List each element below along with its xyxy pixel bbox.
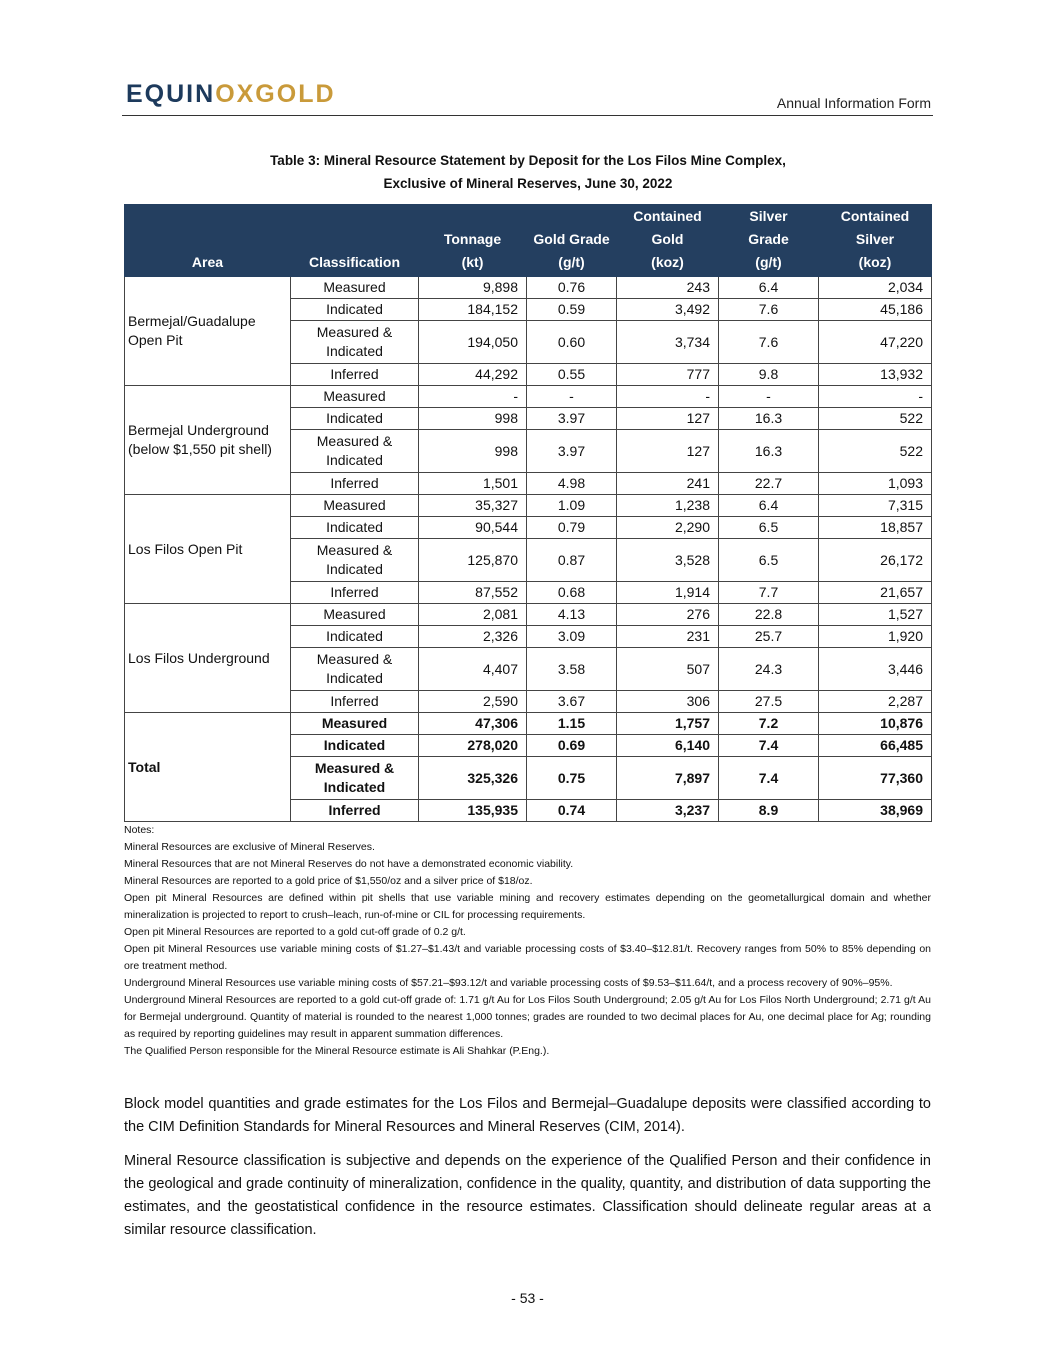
value-cell: 35,327 bbox=[419, 495, 527, 517]
value-cell: 127 bbox=[617, 430, 719, 473]
value-cell: 184,152 bbox=[419, 299, 527, 321]
value-cell: 194,050 bbox=[419, 321, 527, 364]
note-line: Underground Mineral Resources are reported to a gold cut-off grade of: 1.71 g/t Au for Los Filos South Underground; 2.05 g/t Au for Los Filos North Underground; 2.71 g/t Au for Bermejal underground. Quantity of material is rounded to the nearest 1,000 tonnes; grades are rounded to two decimal places for Au, one decimal place for Ag; rounding as required by reporting guidelines may result in apparent summation differences. bbox=[124, 994, 931, 1040]
area-cell: Los Filos Underground bbox=[125, 604, 291, 713]
value-cell: 7.6 bbox=[719, 321, 819, 364]
value-cell: 522 bbox=[819, 408, 932, 430]
value-cell: 507 bbox=[617, 648, 719, 691]
value-cell: 9,898 bbox=[419, 277, 527, 299]
table-row bbox=[125, 604, 932, 626]
value-cell: 231 bbox=[617, 626, 719, 648]
area-cell: Bermejal Underground (below $1,550 pit shell) bbox=[125, 386, 291, 495]
value-cell: 135,935 bbox=[419, 800, 527, 822]
value-cell: 38,969 bbox=[819, 800, 932, 822]
value-cell: - bbox=[617, 386, 719, 408]
classification-cell: Indicated bbox=[291, 626, 419, 648]
value-cell: 522 bbox=[819, 430, 932, 473]
value-cell: 2,287 bbox=[819, 691, 932, 713]
value-cell: 22.7 bbox=[719, 473, 819, 495]
value-cell: 2,081 bbox=[419, 604, 527, 626]
value-cell: 127 bbox=[617, 408, 719, 430]
value-cell: 87,552 bbox=[419, 582, 527, 604]
note-line: Open pit Mineral Resources are reported to a gold cut-off grade of 0.2 g/t. bbox=[124, 926, 466, 938]
value-cell: 2,290 bbox=[617, 517, 719, 539]
column-header: Contained Silver (koz) bbox=[819, 205, 932, 277]
classification-cell: Indicated bbox=[291, 517, 419, 539]
table-row bbox=[125, 495, 932, 517]
value-cell: 2,590 bbox=[419, 691, 527, 713]
note-line: Mineral Resources that are not Mineral Reserves do not have a demonstrated economic viability. bbox=[124, 858, 574, 870]
value-cell: 0.76 bbox=[527, 277, 617, 299]
value-cell: 7,315 bbox=[819, 495, 932, 517]
column-header: Gold Grade (g/t) bbox=[527, 205, 617, 277]
value-cell: - bbox=[719, 386, 819, 408]
table-row bbox=[125, 386, 932, 408]
value-cell: 3,237 bbox=[617, 800, 719, 822]
classification-cell: Inferred bbox=[291, 364, 419, 386]
value-cell: 47,220 bbox=[819, 321, 932, 364]
value-cell: 8.9 bbox=[719, 800, 819, 822]
value-cell: 325,326 bbox=[419, 757, 527, 800]
value-cell: 6.5 bbox=[719, 539, 819, 582]
value-cell: 0.59 bbox=[527, 299, 617, 321]
header-divider bbox=[122, 115, 933, 116]
value-cell: 3,446 bbox=[819, 648, 932, 691]
classification-cell: Inferred bbox=[291, 582, 419, 604]
value-cell: 25.7 bbox=[719, 626, 819, 648]
value-cell: 6.4 bbox=[719, 495, 819, 517]
value-cell: 45,186 bbox=[819, 299, 932, 321]
value-cell: 0.69 bbox=[527, 735, 617, 757]
value-cell: 4.13 bbox=[527, 604, 617, 626]
value-cell: 777 bbox=[617, 364, 719, 386]
value-cell: - bbox=[419, 386, 527, 408]
note-line: Notes: bbox=[124, 824, 155, 836]
value-cell: 7.6 bbox=[719, 299, 819, 321]
value-cell: 16.3 bbox=[719, 430, 819, 473]
value-cell: 3,492 bbox=[617, 299, 719, 321]
value-cell: 7.7 bbox=[719, 582, 819, 604]
value-cell: 3.58 bbox=[527, 648, 617, 691]
value-cell: 44,292 bbox=[419, 364, 527, 386]
value-cell: 4,407 bbox=[419, 648, 527, 691]
value-cell: 1,501 bbox=[419, 473, 527, 495]
classification-cell: Measured & Indicated bbox=[291, 757, 419, 800]
value-cell: 278,020 bbox=[419, 735, 527, 757]
classification-cell: Measured & Indicated bbox=[291, 430, 419, 473]
value-cell: 66,485 bbox=[819, 735, 932, 757]
value-cell: 13,932 bbox=[819, 364, 932, 386]
page-number: - 53 - bbox=[511, 1290, 544, 1306]
value-cell: 306 bbox=[617, 691, 719, 713]
value-cell: 998 bbox=[419, 430, 527, 473]
area-cell: Los Filos Open Pit bbox=[125, 495, 291, 604]
value-cell: 3.09 bbox=[527, 626, 617, 648]
column-header: Tonnage (kt) bbox=[419, 205, 527, 277]
table-notes bbox=[124, 822, 931, 1060]
column-header: Area bbox=[125, 205, 291, 277]
value-cell: 7.4 bbox=[719, 735, 819, 757]
classification-cell: Measured & Indicated bbox=[291, 321, 419, 364]
body-paragraph: Mineral Resource classification is subjective and depends on the experience of the Qualified Person and their confidence in the geological and grade continuity of mineralization, confidence in the quality, quantity, and distribution of data supporting the estimates, and the geostatistical confidence in the resource estimates. Classification should delineate regular areas at a similar resource classification. bbox=[124, 1153, 931, 1238]
value-cell: - bbox=[527, 386, 617, 408]
classification-cell: Measured bbox=[291, 495, 419, 517]
value-cell: 6.5 bbox=[719, 517, 819, 539]
value-cell: 7.4 bbox=[719, 757, 819, 800]
value-cell: 2,034 bbox=[819, 277, 932, 299]
column-header: Classification bbox=[291, 205, 419, 277]
note-line: Underground Mineral Resources use variable mining costs of $57.21–$93.12/t and variable processing costs of $9.53–$11.64/t, and a process recovery of 90%–95%. bbox=[124, 977, 893, 989]
note-line: Mineral Resources are reported to a gold price of $1,550/oz and a silver price of $18/oz. bbox=[124, 875, 533, 887]
value-cell: 10,876 bbox=[819, 713, 932, 735]
value-cell: 24.3 bbox=[719, 648, 819, 691]
table-title: Table 3: Mineral Resource Statement by Deposit for the Los Filos Mine Complex, Exclusive of Mineral Reserves, June 30, 2022 bbox=[270, 153, 786, 191]
value-cell: 7,897 bbox=[617, 757, 719, 800]
value-cell: 0.87 bbox=[527, 539, 617, 582]
value-cell: 125,870 bbox=[419, 539, 527, 582]
value-cell: 27.5 bbox=[719, 691, 819, 713]
value-cell: 1,920 bbox=[819, 626, 932, 648]
value-cell: 3.97 bbox=[527, 408, 617, 430]
value-cell: 998 bbox=[419, 408, 527, 430]
table-row bbox=[125, 277, 932, 299]
value-cell: 0.68 bbox=[527, 582, 617, 604]
classification-cell: Measured bbox=[291, 713, 419, 735]
value-cell: 1,093 bbox=[819, 473, 932, 495]
value-cell: 2,326 bbox=[419, 626, 527, 648]
value-cell: 26,172 bbox=[819, 539, 932, 582]
note-line: Open pit Mineral Resources are defined within pit shells that use variable mining and recovery estimates depending on the geometallurgical domain and whether mineralization is projected to report to crush–leach, run-of-mine or CIL for processing requirements. bbox=[124, 892, 931, 921]
value-cell: 0.79 bbox=[527, 517, 617, 539]
document-title: Annual Information Form bbox=[776, 95, 931, 111]
classification-cell: Indicated bbox=[291, 408, 419, 430]
table-row bbox=[125, 713, 932, 735]
column-header: Contained Gold (koz) bbox=[617, 205, 719, 277]
value-cell: - bbox=[819, 386, 932, 408]
classification-cell: Indicated bbox=[291, 299, 419, 321]
company-logo: EQUINOXGOLD bbox=[126, 80, 336, 108]
value-cell: 0.74 bbox=[527, 800, 617, 822]
value-cell: 7.2 bbox=[719, 713, 819, 735]
note-line: The Qualified Person responsible for the Mineral Resource estimate is Ali Shahkar (P.Eng.). bbox=[124, 1045, 550, 1057]
value-cell: 3,528 bbox=[617, 539, 719, 582]
value-cell: 1,914 bbox=[617, 582, 719, 604]
note-line: Mineral Resources are exclusive of Mineral Reserves. bbox=[124, 841, 375, 853]
classification-cell: Inferred bbox=[291, 473, 419, 495]
value-cell: 22.8 bbox=[719, 604, 819, 626]
value-cell: 90,544 bbox=[419, 517, 527, 539]
classification-cell: Inferred bbox=[291, 800, 419, 822]
value-cell: 9.8 bbox=[719, 364, 819, 386]
value-cell: 241 bbox=[617, 473, 719, 495]
classification-cell: Measured bbox=[291, 386, 419, 408]
value-cell: 1,527 bbox=[819, 604, 932, 626]
value-cell: 276 bbox=[617, 604, 719, 626]
classification-cell: Indicated bbox=[291, 735, 419, 757]
value-cell: 0.75 bbox=[527, 757, 617, 800]
value-cell: 21,657 bbox=[819, 582, 932, 604]
value-cell: 18,857 bbox=[819, 517, 932, 539]
value-cell: 1.09 bbox=[527, 495, 617, 517]
body-paragraph: Block model quantities and grade estimates for the Los Filos and Bermejal–Guadalupe deposits were classified according to the CIM Definition Standards for Mineral Resources and Mineral Reserves (CIM, 2014). bbox=[124, 1096, 931, 1135]
area-cell: Total bbox=[125, 713, 291, 822]
value-cell: 4.98 bbox=[527, 473, 617, 495]
classification-cell: Measured & Indicated bbox=[291, 648, 419, 691]
value-cell: 47,306 bbox=[419, 713, 527, 735]
value-cell: 243 bbox=[617, 277, 719, 299]
note-line: Open pit Mineral Resources use variable mining costs of $1.27–$1.43/t and variable processing costs of $3.40–$12.81/t. Recovery ranges from 50% to 85% depending on ore treatment method. bbox=[124, 943, 931, 972]
value-cell: 77,360 bbox=[819, 757, 932, 800]
value-cell: 6.4 bbox=[719, 277, 819, 299]
classification-cell: Inferred bbox=[291, 691, 419, 713]
value-cell: 1.15 bbox=[527, 713, 617, 735]
classification-cell: Measured bbox=[291, 604, 419, 626]
value-cell: 0.55 bbox=[527, 364, 617, 386]
value-cell: 3,734 bbox=[617, 321, 719, 364]
value-cell: 3.97 bbox=[527, 430, 617, 473]
resource-table bbox=[124, 204, 932, 822]
value-cell: 16.3 bbox=[719, 408, 819, 430]
value-cell: 1,238 bbox=[617, 495, 719, 517]
value-cell: 6,140 bbox=[617, 735, 719, 757]
value-cell: 1,757 bbox=[617, 713, 719, 735]
value-cell: 0.60 bbox=[527, 321, 617, 364]
classification-cell: Measured & Indicated bbox=[291, 539, 419, 582]
area-cell: Bermejal/Guadalupe Open Pit bbox=[125, 277, 291, 386]
column-header: Silver Grade (g/t) bbox=[719, 205, 819, 277]
classification-cell: Measured bbox=[291, 277, 419, 299]
value-cell: 3.67 bbox=[527, 691, 617, 713]
